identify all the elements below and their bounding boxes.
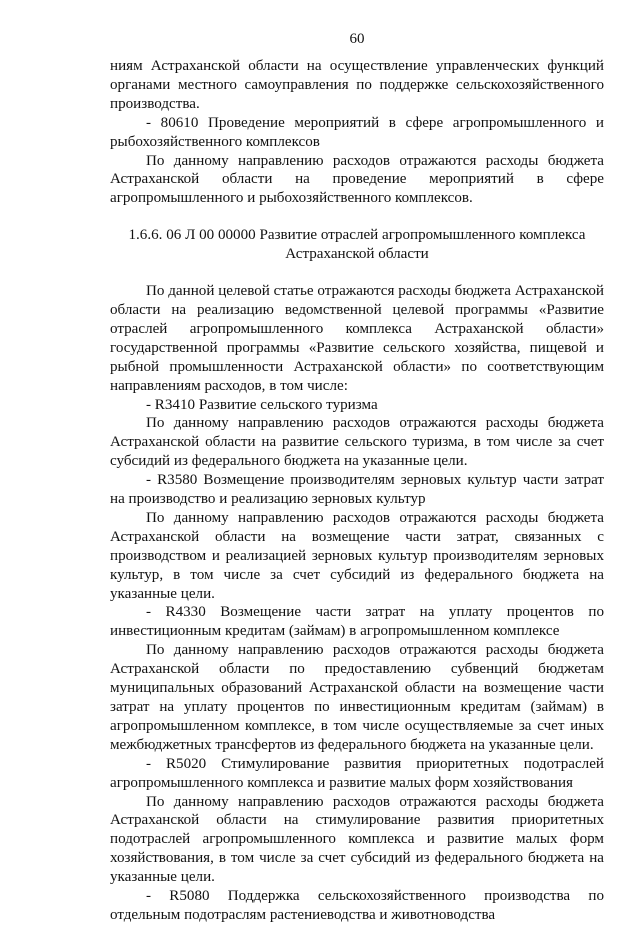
document-body <box>110 57 604 925</box>
paragraph: По данному направлению расходов отражаются расходы бюджета Астраханской области на проведение мероприятий в сфере агропромышленного и рыбохозяйственного комплексов. <box>110 152 604 207</box>
paragraph: По данному направлению расходов отражаются расходы бюджета Астраханской области на возмещение части затрат, связанных с производством и реализацией зерновых культур производителям зерновых культур, в том числе за счет субсидий из федерального бюджета на указанные цели. <box>110 509 604 602</box>
page-number: 60 <box>349 31 365 47</box>
paragraph: По данной целевой статье отражаются расходы бюджета Астраханской области на реализацию ведомственной целевой программы «Развитие отраслей агропромышленного комплекса Астраханской области» государственной программы «Развитие сельского хозяйства, пищевой и рыбной промышленности Астраханской области» по соответствующим направлениям расходов, в том числе: <box>110 283 604 394</box>
paragraph: - 80610 Проведение мероприятий в сфере агропромышленного и рыбохозяйственного комплексов <box>110 114 604 150</box>
paragraph: - R5020 Стимулирование развития приоритетных подотраслей агропромышленного комплекса и развитие малых форм хозяйствования <box>110 755 604 791</box>
paragraph: По данному направлению расходов отражаются расходы бюджета Астраханской области на развитие сельского туризма, в том числе за счет субсидий из федерального бюджета на указанные цели. <box>110 415 604 470</box>
paragraph: По данному направлению расходов отражаются расходы бюджета Астраханской области по предоставлению субвенций бюджетам муниципальных образований Астраханской области на возмещение части затрат на уплату процентов по инвестиционным кредитам (займам) в агропромышленном комплексе, в том числе осуществляемые за счет иных межбюджетных трансфертов из федерального бюджета на указанные цели. <box>110 642 604 753</box>
paragraph: По данному направлению расходов отражаются расходы бюджета Астраханской области на стимулирование развития приоритетных подотраслей агропромышленного комплекса и развитие малых форм хозяйствования, в том числе за счет субсидий из федерального бюджета на указанные цели. <box>110 793 604 886</box>
paragraph: ниям Астраханской области на осуществление управленческих функций органами местного самоуправления по поддержке сельскохозяйственного производства. <box>110 58 604 112</box>
paragraph: - R3580 Возмещение производителям зерновых культур части затрат на производство и реализацию зерновых культур <box>110 472 604 508</box>
section-heading: 1.6.6. 06 Л 00 00000 Развитие отраслей агропромышленного комплекса Астраханской области <box>128 227 586 263</box>
paragraph: - R4330 Возмещение части затрат на уплату процентов по инвестиционным кредитам (займам) в агропромышленном комплексе <box>110 604 604 640</box>
paragraph: - R5080 Поддержка сельскохозяйственного производства по отдельным подотраслям растениеводства и животноводства <box>110 888 604 923</box>
paragraph: - R3410 Развитие сельского туризма <box>146 396 378 413</box>
